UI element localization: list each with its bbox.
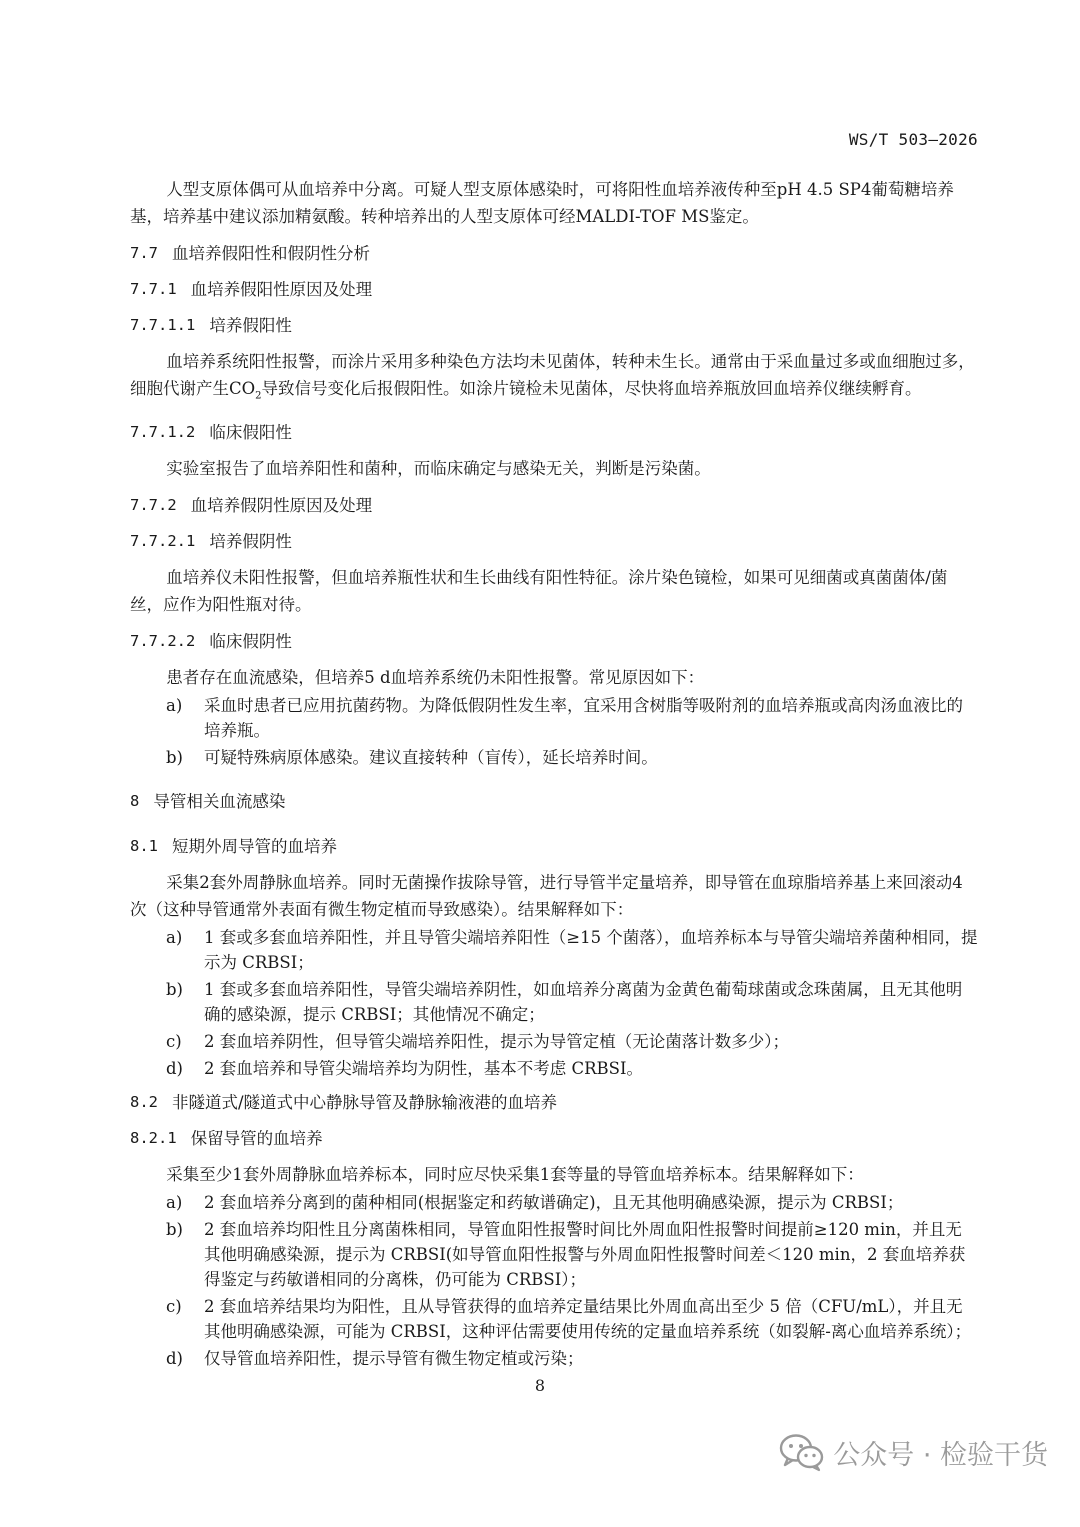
list-item — [130, 1294, 978, 1344]
paragraph: 人型支原体偶可从血培养中分离。可疑人型支原体感染时，可将阳性血培养液传种至pH 4.5 SP4葡萄糖培养基，培养基中建议添加精氨酸。转种培养出的人型支原体可经MALDI-TOF MS鉴定。 — [130, 180, 954, 226]
section-number: 7.7 — [130, 244, 158, 262]
paragraph-text: 导致信号变化后报假阳性。如涂片镜检未见菌体，尽快将血培养瓶放回血培养仪继续孵育。 — [261, 379, 922, 398]
list-item-text: 2 套血培养结果均为阳性，且从导管获得的血培养定量结果比外周血高出至少 5 倍（CFU/mL），并且无其他明确感染源，可能为 CRBSI，这种评估需要使用传统的定量血培养系统（如裂解-离心血培养系统）； — [204, 1297, 972, 1342]
list-marker: c) — [166, 1297, 182, 1317]
list-item-text: 2 套血培养均阳性且分离菌株相同，导管血阳性报警时间比外周血阳性报警时间提前≥120 min，并且无其他明确感染源，提示为 CRBSI(如导管血阳性报警与外周血阳性报警时间差＜120 min，2 套血培养获得鉴定与药敏谱相同的分离株，仍可能为 CRBSI）； — [204, 1220, 966, 1290]
section-heading-7-7-2-2 — [130, 628, 978, 655]
list — [130, 1190, 978, 1371]
list-item — [130, 1346, 978, 1371]
list-marker: b) — [166, 980, 183, 1000]
section-heading-8-2-1 — [130, 1125, 978, 1152]
section-heading-7-7-2-1 — [130, 528, 978, 555]
section-title: 血培养假阴性原因及处理 — [190, 496, 373, 516]
section-title: 非隧道式/隧道式中心静脉导管及静脉输液港的血培养 — [172, 1093, 558, 1113]
section-heading-7-7 — [130, 240, 978, 267]
list-item — [130, 925, 978, 975]
section-number: 8.2 — [130, 1093, 158, 1112]
list-item — [130, 1190, 978, 1215]
list-item-text: 可疑特殊病原体感染。建议直接转种（盲传），延长培养时间。 — [204, 748, 658, 768]
list-marker: a) — [166, 696, 183, 716]
section-title: 培养假阴性 — [209, 532, 292, 552]
list-marker: d) — [166, 1349, 183, 1369]
list — [130, 925, 978, 1081]
section-number: 7.7.1 — [130, 280, 177, 298]
section-number: 7.7.1.2 — [130, 423, 196, 442]
section-number: 7.7.2.2 — [130, 632, 196, 651]
list-item — [130, 693, 978, 743]
section-heading-8 — [130, 788, 978, 815]
list-marker: a) — [166, 1193, 183, 1213]
list-item-text: 1 套或多套血培养阳性，并且导管尖端培养阳性（≥15 个菌落），血培养标本与导管尖端培养菌种相同，提示为 CRBSI； — [204, 928, 978, 973]
paragraph — [130, 348, 978, 409]
section-title: 临床假阳性 — [209, 423, 292, 443]
watermark-text: 公众号 · 检验干货 — [833, 1439, 1048, 1471]
paragraph: 采集至少1套外周静脉血培养标本，同时应尽快采集1套等量的导管血培养标本。结果解释如下： — [166, 1165, 864, 1185]
section-number: 7.7.2 — [130, 496, 177, 515]
section-title: 临床假阴性 — [209, 632, 292, 652]
list-item — [130, 1217, 978, 1292]
wechat-logo-icon — [779, 1432, 825, 1472]
list-marker: c) — [166, 1032, 182, 1052]
section-number: 7.7.1.1 — [130, 316, 196, 334]
list-item — [130, 1056, 978, 1081]
list-item — [130, 745, 978, 770]
section-number: 8.2.1 — [130, 1129, 177, 1148]
section-number: 8.1 — [130, 837, 158, 856]
section-heading-7-7-1-1 — [130, 312, 978, 339]
paragraph: 患者存在血流感染，但培养5 d血培养系统仍未阳性报警。常见原因如下： — [166, 668, 705, 688]
list-marker: a) — [166, 928, 183, 948]
list-item-text: 2 套血培养和导管尖端培养均为阴性，基本不考虑 CRBSI。 — [204, 1059, 643, 1079]
paragraph: 采集2套外周静脉血培养。同时无菌操作拔除导管，进行导管半定量培养，即导管在血琼脂培养基上来回滚动4次（这种导管通常外表面有微生物定植而导致感染）。结果解释如下： — [130, 873, 963, 920]
list-item-text: 2 套血培养分离到的菌种相同(根据鉴定和药敏谱确定)，且无其他明确感染源，提示为 CRBSI； — [204, 1193, 904, 1213]
list-marker: b) — [166, 1220, 183, 1240]
list-item-text: 2 套血培养阴性，但导管尖端培养阳性，提示为导管定植（无论菌落计数多少）； — [204, 1032, 789, 1052]
list-item-text: 仅导管血培养阳性，提示导管有微生物定植或污染； — [204, 1349, 584, 1369]
list-item-text: 1 套或多套血培养阳性，导管尖端培养阴性，如血培养分离菌为金黄色葡萄球菌或念珠菌属，且无其他明确的感染源，提示 CRBSI；其他情况不确定； — [204, 980, 963, 1025]
section-number: 7.7.2.1 — [130, 532, 196, 551]
section-title: 血培养假阳性和假阴性分析 — [172, 244, 370, 263]
paragraph: 实验室报告了血培养阳性和菌种，而临床确定与感染无关，判断是污染菌。 — [166, 459, 711, 479]
list-item — [130, 977, 978, 1027]
section-title: 保留导管的血培养 — [190, 1129, 323, 1149]
paragraph: 血培养仪未阳性报警，但血培养瓶性状和生长曲线有阳性特征。涂片染色镜检，如果可见细菌或真菌菌体/菌丝，应作为阳性瓶对待。 — [130, 568, 948, 615]
section-heading-7-7-2 — [130, 492, 978, 519]
section-heading-7-7-1-2 — [130, 419, 978, 446]
section-title: 血培养假阳性原因及处理 — [190, 280, 373, 299]
watermark — [779, 1432, 1048, 1472]
paragraph-text: 血培养系统阳性报警，而涂片采用多种染色方法均未见菌体，转种未生长。通常由于采血量过多或血细胞过多，细胞代谢产生CO — [130, 352, 975, 398]
document-body — [130, 176, 978, 1379]
section-heading-8-1 — [130, 833, 978, 860]
section-heading-8-2 — [130, 1089, 978, 1116]
section-title: 导管相关血流感染 — [153, 792, 286, 812]
list-marker: b) — [166, 748, 183, 768]
section-number: 8 — [130, 792, 140, 811]
page-number: 8 — [534, 1376, 546, 1395]
list-item — [130, 1029, 978, 1054]
list-item-text: 采血时患者已应用抗菌药物。为降低假阴性发生率，宜采用含树脂等吸附剂的血培养瓶或高肉汤血液比的培养瓶。 — [204, 696, 963, 741]
list — [130, 693, 978, 770]
standard-code: WS/T 503—2026 — [848, 130, 978, 149]
section-title: 短期外周导管的血培养 — [172, 837, 337, 857]
subscript: 2 — [255, 390, 262, 402]
list-marker: d) — [166, 1059, 183, 1079]
section-title: 培养假阳性 — [209, 316, 292, 335]
section-heading-7-7-1 — [130, 276, 978, 303]
